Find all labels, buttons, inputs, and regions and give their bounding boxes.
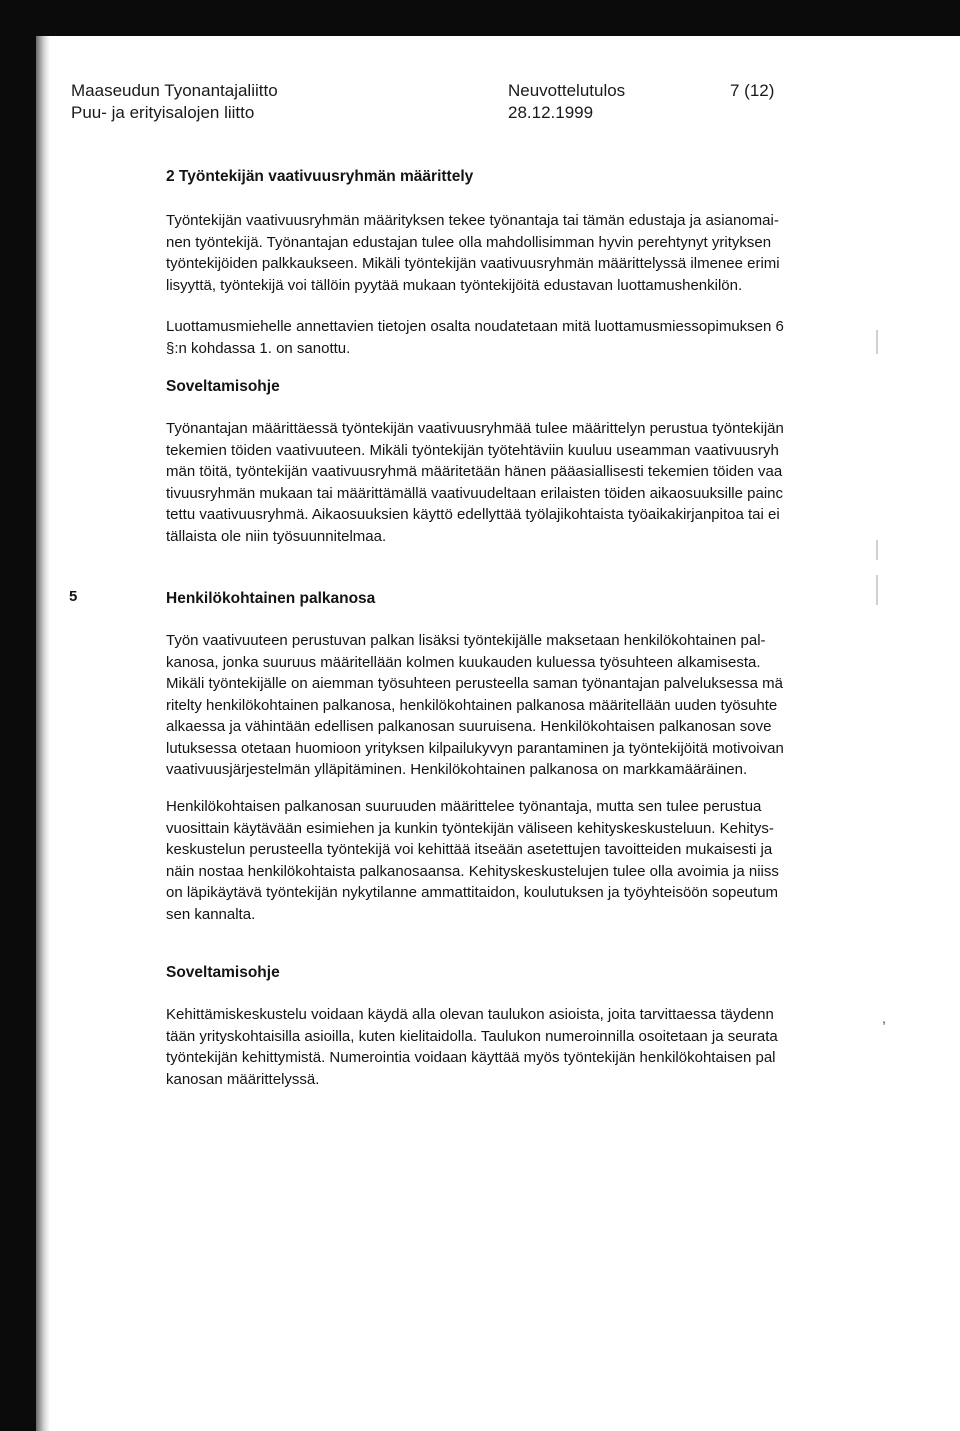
text-line: ritelty henkilökohtainen palkanosa, henkilökohtainen palkanosa määritellään uuden työsuhte: [166, 696, 778, 714]
text-line: Henkilökohtaisen palkanosan suuruuden määrittelee työnantaja, mutta sen tulee perustua: [166, 798, 762, 815]
text-line: vaativuusjärjestelmän ylläpitäminen. Henkilökohtainen palkanosa on markkamääräinen.: [166, 761, 748, 778]
margin-scan-mark: [876, 330, 878, 354]
text-line: tään yrityskohtaisilla asioilla, kuten kielitaidolla. Taulukon numeroinnilla osoitetaan ja seurata: [166, 1027, 778, 1045]
text-line: alkaessa ja vähintään edellisen palkanosan suuruisena. Henkilökohtaisen palkanosan sove: [166, 718, 772, 735]
section5-heading: Henkilökohtainen palkanosa: [166, 590, 376, 607]
header-org-line1: Maaseudun Tyonantajaliitto: [71, 81, 278, 100]
section2-heading: 2 Työntekijän vaativuusryhmän määrittely: [166, 168, 474, 185]
text-line: tettu vaativuusryhmä. Aikaosuuksien käyttö edellyttää työlajikohtaista työaikakirjanpitoa tai ei: [166, 506, 780, 523]
text-line: nen työntekijä. Työnantajan edustajan tulee olla mahdollisimman hyvin perehtynyt yrityksen: [166, 233, 772, 251]
text-line: kanosa, jonka suuruus määritellään kolmen kuukauden kuluessa työsuhteen alkamisesta.: [166, 653, 761, 671]
text-line: kanosan määrittelyssä.: [166, 1070, 320, 1088]
margin-scan-mark: [876, 540, 878, 560]
text-line: tivuusryhmän mukaan tai määrittämällä vaativuudeltaan erilaisten töiden aikaosuuksille painc: [166, 484, 783, 502]
text-line: tällaista ole niin työsuunnitelmaa.: [166, 527, 387, 545]
section2-guidance-text: [166, 418, 846, 547]
text-line: työntekijöiden palkkaukseen. Mikäli työntekijän vaativuusryhmän määrittelyssä ilmenee erimi: [166, 255, 780, 272]
section2-paragraph-2: [166, 316, 846, 359]
text-line: Työntekijän vaativuusryhmän määrityksen tekee työnantaja tai tämän edustaja ja asianomai-: [166, 212, 779, 229]
section5-number: 5: [69, 588, 78, 605]
text-line: lutuksessa otetaan huomioon yrityksen kilpailukyvyn parantaminen ja työntekijöitä motivoivan: [166, 739, 784, 757]
section2-paragraph-1: [166, 210, 846, 296]
section2-guidance-heading: Soveltamisohje: [166, 378, 280, 395]
text-line: vuosittain käytävään esimiehen ja kunkin työntekijän väliseen kehityskeskusteluun. Kehitys-: [166, 819, 774, 837]
text-line: Työnantajan määrittäessä työntekijän vaativuusryhmää tulee määrittelyn perustua työntekijän: [166, 420, 784, 437]
text-line: §:n kohdassa 1. on sanottu.: [166, 339, 351, 357]
text-line: tekemien töiden vaativuuteen. Mikäli työntekijän työtehtäviin kuuluu useamman vaativuusryh: [166, 441, 779, 459]
header-doc-date: 28.12.1999: [508, 103, 594, 122]
header-doc-type: Neuvottelutulos: [508, 81, 626, 100]
text-line: sen kannalta.: [166, 905, 256, 923]
section5-paragraph-2: [166, 796, 846, 925]
section5-paragraph-1: [166, 630, 846, 781]
margin-scan-speck: ,: [882, 1010, 886, 1026]
text-line: työntekijän kehittymistä. Numerointia voidaan käyttää myös työntekijän henkilökohtaisen pal: [166, 1049, 776, 1066]
page-number: 7 (12): [730, 81, 775, 100]
text-line: on läpikäytävä työntekijän nykytilanne ammattitaidon, koulutuksen ja työyhteisöön sopeutum: [166, 884, 779, 901]
section5-guidance-heading: Soveltamisohje: [166, 964, 280, 981]
scan-border-left: [0, 0, 36, 1431]
header-org-line2: Puu- ja erityisalojen liitto: [71, 103, 255, 122]
text-line: män töitä, työntekijän vaativuusryhmä määritetään hänen pääasiallisesti tekemien töiden vaa: [166, 463, 783, 480]
text-line: Luottamusmiehelle annettavien tietojen osalta noudatetaan mitä luottamusmiessopimuksen 6: [166, 318, 784, 335]
text-line: lisyyttä, työntekijä voi tällöin pyytää mukaan työntekijöitä edustavan luottamushenkilön.: [166, 276, 743, 294]
text-line: Kehittämiskeskustelu voidaan käydä alla olevan taulukon asioista, joita tarvittaessa täydenn: [166, 1006, 774, 1023]
text-line: Mikäli työntekijälle on aiemman työsuhteen perusteella saman työnantajan palveluksessa mä: [166, 675, 784, 692]
margin-scan-mark: [876, 575, 878, 605]
text-line: näin nostaa henkilökohtaista palkanosaansa. Kehityskeskustelujen tulee olla avoimia ja niiss: [166, 862, 779, 880]
document-body: [166, 0, 846, 1431]
text-line: Työn vaativuuteen perustuvan palkan lisäksi työntekijälle maksetaan henkilökohtainen pal-: [166, 632, 766, 649]
section5-guidance-text: [166, 1004, 846, 1090]
text-line: keskustelun perusteella työntekijä voi kehittää itseään asetettujen tavoitteiden mukaisesti ja: [166, 841, 773, 858]
scan-shadow-left: [36, 36, 50, 1431]
